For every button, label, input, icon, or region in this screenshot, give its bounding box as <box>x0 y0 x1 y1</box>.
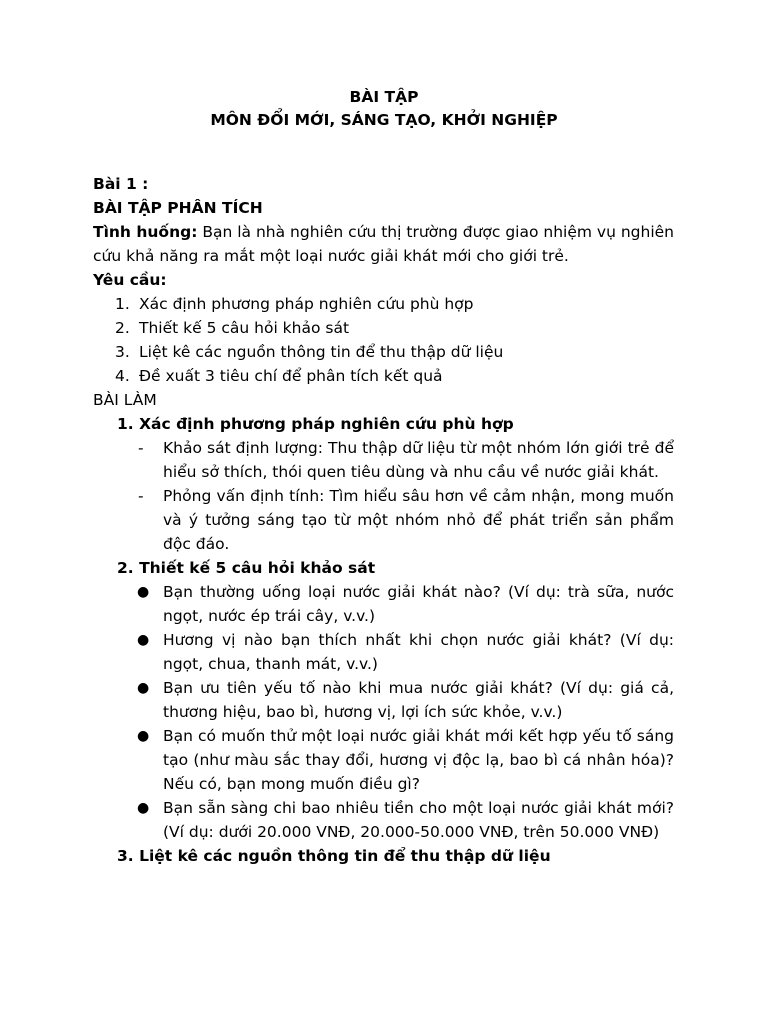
bullet-icon: ● <box>137 800 150 816</box>
situation-paragraph <box>93 220 674 268</box>
requirement-number: 2. <box>115 319 130 337</box>
section-heading: 2. Thiết kế 5 câu hỏi khảo sát <box>117 559 376 577</box>
exercise-heading: BÀI TẬP PHÂN TÍCH <box>93 199 263 217</box>
document-body <box>93 172 674 868</box>
requirement-number: 3. <box>115 343 130 361</box>
list-item <box>93 676 674 724</box>
bullet-icon: ● <box>137 728 150 744</box>
list-item-text: Bạn sẵn sàng chi bao nhiêu tiền cho một loại nước giải khát mới? (Ví dụ: dưới 20.000 VNĐ, 20.000-50.000 VNĐ, trên 50.000 VNĐ) <box>163 799 674 841</box>
requirements-label: Yêu cầu: <box>93 271 167 289</box>
requirement-text: Đề xuất 3 tiêu chí để phân tích kết quả <box>139 367 443 385</box>
dash-marker: - <box>138 487 144 505</box>
requirement-text: Xác định phương pháp nghiên cứu phù hợp <box>139 295 474 313</box>
list-item <box>93 796 674 844</box>
list-item <box>93 628 674 676</box>
list-item-text: Phỏng vấn định tính: Tìm hiểu sâu hơn về cảm nhận, mong muốn và ý tưởng sáng tạo từ một nhóm nhỏ để phát triển sản phẩm độc đáo. <box>163 487 674 553</box>
requirement-number: 1. <box>115 295 130 313</box>
requirement-text: Liệt kê các nguồn thông tin để thu thập dữ liệu <box>139 343 504 361</box>
requirement-item <box>93 364 674 388</box>
list-item-text: Hương vị nào bạn thích nhất khi chọn nước giải khát? (Ví dụ: ngọt, chua, thanh mát, v.v.) <box>163 631 674 673</box>
list-item <box>93 724 674 796</box>
list-item <box>93 484 674 556</box>
requirement-item <box>93 340 674 364</box>
list-item-text: Bạn ưu tiên yếu tố nào khi mua nước giải khát? (Ví dụ: giá cả, thương hiệu, bao bì, hương vị, lợi ích sức khỏe, v.v.) <box>163 679 674 721</box>
exercise-label: Bài 1 : <box>93 175 149 193</box>
bullet-icon: ● <box>137 632 150 648</box>
requirement-text: Thiết kế 5 câu hỏi khảo sát <box>139 319 350 337</box>
list-item-text: Bạn thường uống loại nước giải khát nào? (Ví dụ: trà sữa, nước ngọt, nước ép trái cây, v.v.) <box>163 583 674 625</box>
situation-text: Bạn là nhà nghiên cứu thị trường được giao nhiệm vụ nghiên cứu khả năng ra mắt một loại nước giải khát mới cho giới trẻ. <box>93 223 674 265</box>
document-subtitle: MÔN ĐỔI MỚI, SÁNG TẠO, KHỞI NGHIỆP <box>210 111 558 129</box>
list-item <box>93 580 674 628</box>
situation-label: Tình huống: <box>93 223 198 241</box>
answer-label: BÀI LÀM <box>93 391 157 409</box>
list-item-text: Bạn có muốn thử một loại nước giải khát mới kết hợp yếu tố sáng tạo (như màu sắc thay đổi, hương vị độc lạ, bao bì cá nhân hóa)? Nếu có, bạn mong muốn điều gì? <box>163 727 674 793</box>
requirement-number: 4. <box>115 367 130 385</box>
bullet-icon: ● <box>137 680 150 696</box>
list-item-text: Khảo sát định lượng: Thu thập dữ liệu từ một nhóm lớn giới trẻ để hiểu sở thích, thói quen tiêu dùng và nhu cầu về nước giải khát. <box>163 439 674 481</box>
dash-marker: - <box>138 439 144 457</box>
section-heading: 1. Xác định phương pháp nghiên cứu phù hợp <box>117 415 514 433</box>
bullet-icon: ● <box>137 584 150 600</box>
requirement-item <box>93 292 674 316</box>
section-heading: 3. Liệt kê các nguồn thông tin để thu thập dữ liệu <box>117 847 551 865</box>
document-title: BÀI TẬP <box>349 88 419 106</box>
list-item <box>93 436 674 484</box>
requirement-item <box>93 316 674 340</box>
